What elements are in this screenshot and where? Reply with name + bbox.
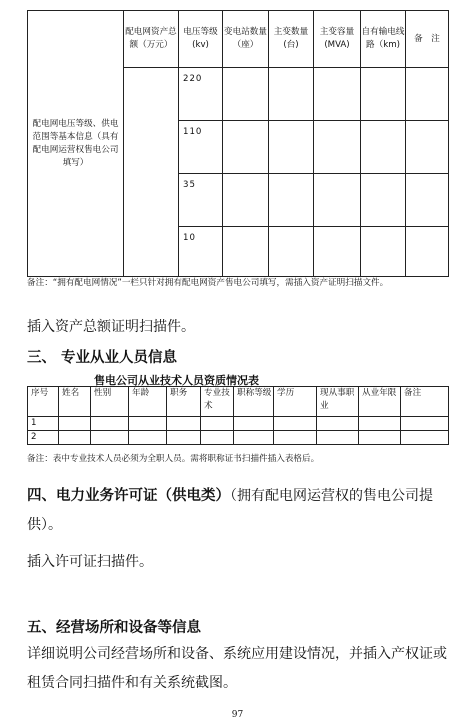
header-transformer-capacity: 主变容量(MVA) [314,11,361,68]
row-2-seq: 2 [28,431,59,445]
staff-qualification-table [27,386,449,445]
col-age: 年龄 [129,387,167,417]
col-name: 姓名 [59,387,91,417]
row-1-seq: 1 [28,417,59,431]
col-occupation: 现从事职业 [317,387,359,417]
page-number: 97 [231,710,244,720]
voltage-220: 220 [179,68,223,121]
insert-asset-proof: 插入资产总额证明扫描件。 [27,319,195,335]
header-substation-count: 变电站数量（座） [223,11,269,68]
voltage-110: 110 [179,121,223,174]
insert-license-proof: 插入许可证扫描件。 [27,554,153,570]
section-5-body: 详细说明公司经营场所和设备、系统应用建设情况，并插入产权证或租赁合同扫描件和有关系统截图。 [27,646,447,691]
header-remarks: 备 注 [406,11,449,68]
col-seq: 序号 [28,387,59,417]
col-education: 学历 [274,387,317,417]
section-4-paragraph [27,482,452,540]
section-4-rest: （拥有配电网运营权的售电公司提供）。 [27,488,433,533]
note-staff: 备注：表中专业技术人员必须为全职人员。需将职称证书扫描件插入表格后。 [27,454,320,464]
header-asset-total: 配电网资产总额（万元） [124,11,179,68]
row-label: 配电网电压等级、供电范围等基本信息（具有配电网运营权售电公司填写） [28,11,124,277]
header-line-length: 自有输电线路（km) [361,11,406,68]
section-5-heading: 五、经营场所和设备等信息 [27,620,201,636]
section-4-heading: 四、电力业务许可证（供电类） [27,488,230,504]
col-gender: 性别 [91,387,129,417]
table2-caption: 售电公司从业技术人员资质情况表 [94,374,259,387]
col-years: 从业年限 [359,387,401,417]
col-remarks: 备注 [401,387,449,417]
col-title-grade: 职称等级 [234,387,274,417]
distribution-network-table [27,10,449,277]
note-distribution-network: 备注：“拥有配电网情况”一栏只针对拥有配电网资产售电公司填写，需插入资产证明扫描文件。 [27,278,389,288]
col-specialty: 专业技术 [201,387,234,417]
section-3-heading: 三、 专业从业人员信息 [27,350,178,366]
header-transformer-count: 主变数量(台) [269,11,314,68]
col-position: 职务 [167,387,201,417]
header-voltage: 电压等级(kv) [179,11,223,68]
voltage-10: 10 [179,227,223,277]
voltage-35: 35 [179,174,223,227]
asset-total-cell[interactable] [124,68,179,277]
